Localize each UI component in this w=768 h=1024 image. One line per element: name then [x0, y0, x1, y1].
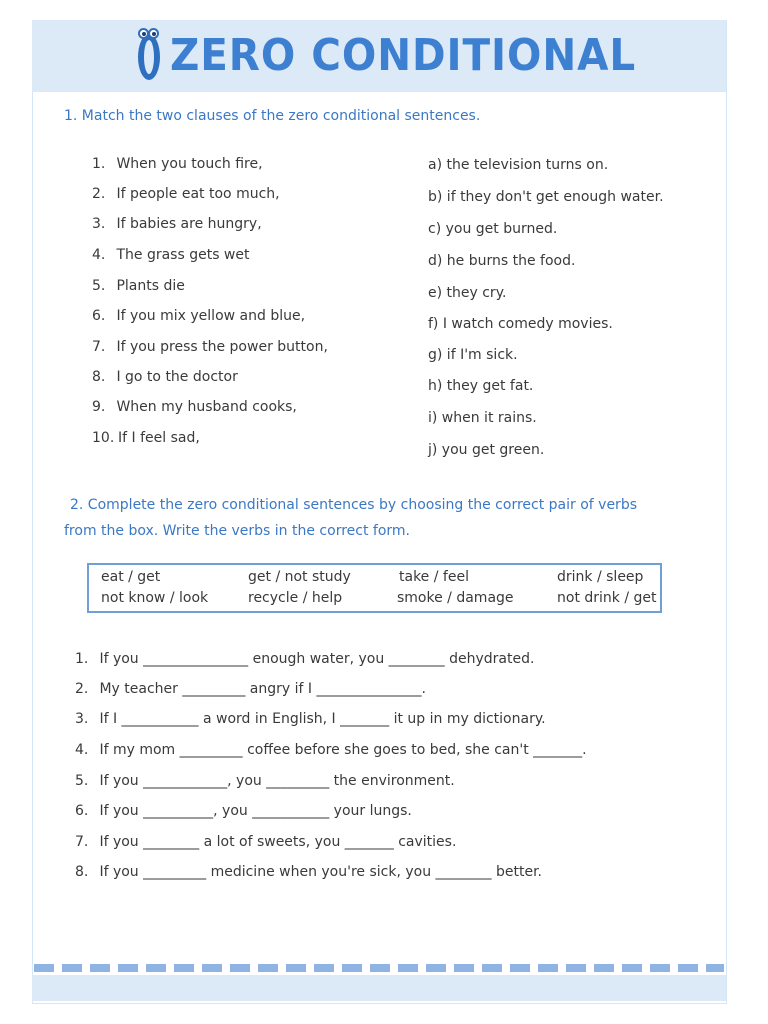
sentence-number: 6. — [75, 803, 89, 819]
match-right-item: c) you get burned. — [428, 221, 558, 237]
match-right-item: e) they cry. — [428, 285, 507, 301]
completion-sentence — [75, 834, 456, 850]
match-right-item: f) I watch comedy movies. — [428, 316, 613, 332]
page-title — [135, 30, 636, 81]
footer-band — [32, 975, 726, 1001]
match-left-item — [92, 369, 238, 385]
match-right-item: i) when it rains. — [428, 410, 537, 426]
item-text: When you touch fire, — [116, 156, 263, 172]
dashed-divider — [34, 964, 724, 972]
sentence-number: 3. — [75, 711, 89, 727]
exercise2-instruction-line2: from the box. Write the verbs in the correct form. — [64, 523, 410, 539]
item-text: If people eat too much, — [116, 186, 280, 202]
item-number: 9. — [92, 399, 106, 415]
item-number: 4. — [92, 247, 106, 263]
item-text: If you mix yellow and blue, — [116, 308, 306, 324]
item-number: 7. — [92, 339, 106, 355]
sentence-text: My teacher _________ angry if I _______________. — [99, 681, 426, 697]
item-number: 6. — [92, 308, 106, 324]
item-number: 3. — [92, 216, 106, 232]
match-left-item — [92, 399, 297, 415]
match-right-item: j) you get green. — [428, 442, 545, 458]
exercise2-instruction-line1: 2. Complete the zero conditional sentences by choosing the correct pair of verbs — [70, 497, 637, 513]
match-left-item — [92, 216, 262, 232]
sentence-number: 2. — [75, 681, 89, 697]
sentence-number: 5. — [75, 773, 89, 789]
verb-pair: recycle / help — [248, 590, 343, 606]
match-left-item — [92, 156, 263, 172]
sentence-number: 7. — [75, 834, 89, 850]
match-right-item: g) if I'm sick. — [428, 347, 518, 363]
verb-pair: take / feel — [399, 569, 469, 585]
sentence-number: 1. — [75, 651, 89, 667]
completion-sentence — [75, 803, 412, 819]
match-left-item — [92, 339, 328, 355]
sentence-number: 4. — [75, 742, 89, 758]
item-number: 1. — [92, 156, 106, 172]
item-text: When my husband cooks, — [116, 399, 297, 415]
match-right-item: d) he burns the food. — [428, 253, 576, 269]
item-text: If I feel sad, — [118, 430, 200, 446]
match-left-item — [92, 430, 200, 446]
sentence-text: If my mom _________ coffee before she goes to bed, she can't _______. — [99, 742, 587, 758]
item-number: 10. — [92, 430, 115, 446]
item-number: 5. — [92, 278, 106, 294]
match-left-item — [92, 186, 280, 202]
verb-pair: not drink / get — [557, 590, 657, 606]
completion-sentence — [75, 651, 534, 667]
match-left-item — [92, 308, 305, 324]
sentence-text: If you _________ medicine when you're sick, you ________ better. — [99, 864, 543, 880]
completion-sentence — [75, 681, 426, 697]
page-title-text: ZERO CONDITIONAL — [169, 30, 637, 81]
match-right-item: b) if they don't get enough water. — [428, 189, 664, 205]
verb-pair: get / not study — [248, 569, 351, 585]
verb-pair: drink / sleep — [557, 569, 644, 585]
item-text: The grass gets wet — [116, 247, 250, 263]
completion-sentence — [75, 742, 587, 758]
item-text: I go to the doctor — [116, 369, 238, 385]
sentence-text: If you _______________ enough water, you ________ dehydrated. — [99, 651, 535, 667]
sentence-text: If you ________ a lot of sweets, you _______ cavities. — [99, 834, 457, 850]
exercise1-instruction: 1. Match the two clauses of the zero conditional sentences. — [64, 108, 481, 124]
item-number: 8. — [92, 369, 106, 385]
completion-sentence — [75, 711, 546, 727]
match-left-item — [92, 247, 250, 263]
item-text: If you press the power button, — [116, 339, 328, 355]
verb-pair: not know / look — [101, 590, 209, 606]
sentence-text: If I ___________ a word in English, I _______ it up in my dictionary. — [99, 711, 546, 727]
sentence-text: If you __________, you ___________ your lungs. — [99, 803, 412, 819]
verb-pair: smoke / damage — [397, 590, 514, 606]
match-left-item — [92, 278, 185, 294]
match-right-item: a) the television turns on. — [428, 157, 609, 173]
completion-sentence — [75, 864, 542, 880]
verb-pair: eat / get — [101, 569, 161, 585]
match-right-item: h) they get fat. — [428, 378, 534, 394]
item-number: 2. — [92, 186, 106, 202]
sentence-text: If you ____________, you _________ the environment. — [99, 773, 455, 789]
item-text: Plants die — [116, 278, 185, 294]
item-text: If babies are hungry, — [116, 216, 262, 232]
sentence-number: 8. — [75, 864, 89, 880]
completion-sentence — [75, 773, 455, 789]
